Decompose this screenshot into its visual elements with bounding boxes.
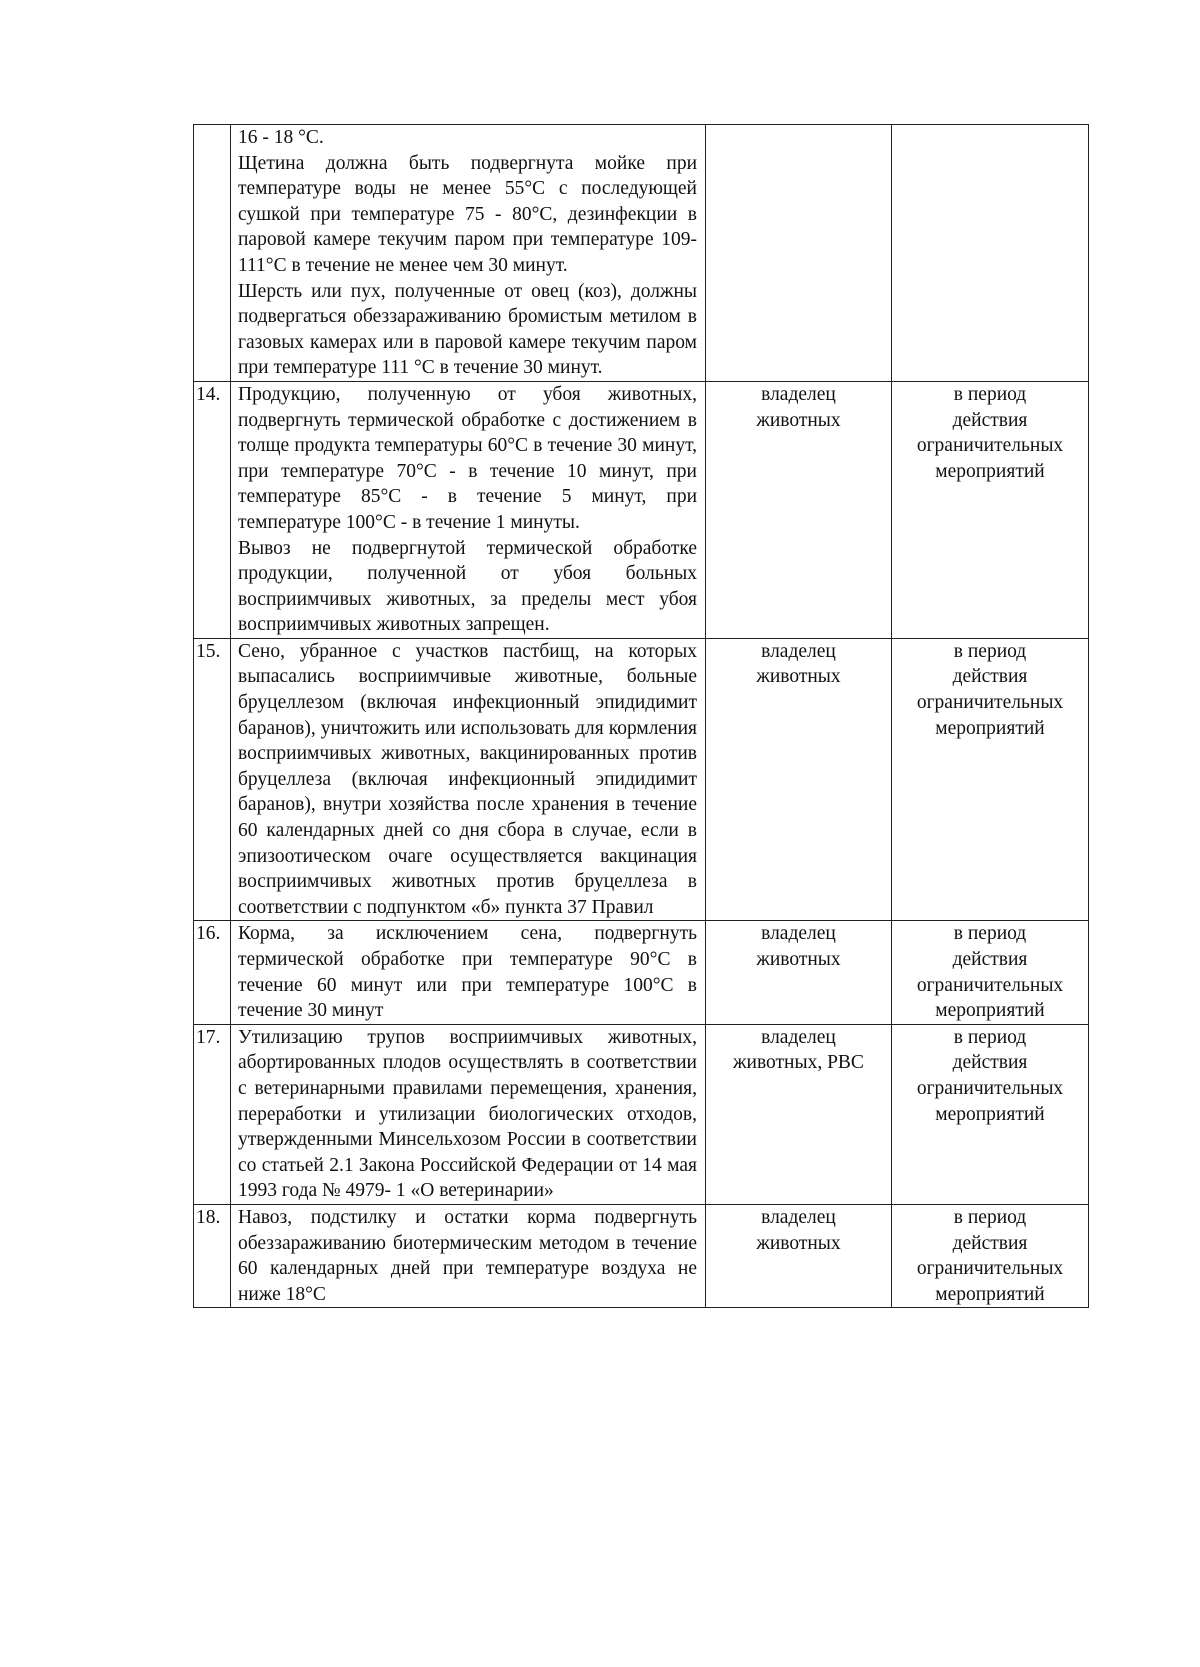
period-line: действия xyxy=(952,1052,1028,1074)
row-number: 18. xyxy=(194,1204,231,1307)
description-paragraph: 16 - 18 °С. xyxy=(238,127,324,148)
execution-period xyxy=(892,125,1089,382)
description-paragraph: Корма, за исключением сена, подвергнуть термической обработке при температуре 90°С в течение 60 минут или при температуре 100°С в течение 30 минут xyxy=(238,923,697,1022)
period-line: мероприятий xyxy=(935,460,1045,482)
responsible-line: животных xyxy=(756,1232,841,1254)
row-number: 14. xyxy=(194,381,231,638)
period-line: мероприятий xyxy=(935,1000,1045,1022)
period-line: действия xyxy=(952,666,1028,688)
responsible-party xyxy=(706,1024,892,1204)
table-body xyxy=(194,125,1089,1308)
description-paragraph: Сено, убранное с участков пастбищ, на которых выпасались восприимчивые животные, больные бруцеллезом (включая инфекционный эпидидимит баранов), уничтожить или использовать для кормления восприимчивых животных, вакцинированных против бруцеллеза (включая инфекционный эпидидимит баранов), внутри хозяйства после хранения в течение 60 календарных дней со дня сбора в случае, если в эпизоотическом очаге осуществляется вакцинация восприимчивых животных против бруцеллеза в соответствии с подпунктом «б» пункта 37 Правил xyxy=(238,640,697,918)
table-row xyxy=(194,1024,1089,1204)
description-paragraph: Шерсть или пух, полученные от овец (коз), должны подвергаться обеззараживанию бромистым метилом в газовых камерах или в паровой камере текучим паром при температуре 111 °С в течение 30 минут. xyxy=(238,280,697,379)
measure-description xyxy=(231,125,706,382)
responsible-party xyxy=(706,381,892,638)
execution-period xyxy=(892,1024,1089,1204)
execution-period xyxy=(892,638,1089,921)
period-line: в период xyxy=(953,640,1027,662)
measure-description xyxy=(231,381,706,638)
description-paragraph: Утилизацию трупов восприимчивых животных, абортированных плодов осуществлять в соответствии с ветеринарными правилами перемещения, хранения, переработки и утилизации биологических отходов, утвержденными Минсельхозом России в соответствии со статьей 2.1 Закона Российской Федерации от 14 мая 1993 года № 4979- 1 «О ветеринарии» xyxy=(238,1026,697,1202)
period-line: ограничительных xyxy=(916,1258,1064,1280)
period-line: в период xyxy=(953,1026,1027,1048)
period-line: мероприятий xyxy=(935,1103,1045,1125)
measure-description xyxy=(231,1204,706,1307)
responsible-line: животных xyxy=(756,949,841,970)
responsible-line: животных xyxy=(756,666,841,688)
period-line: в период xyxy=(953,383,1027,405)
responsible-line: владелец xyxy=(761,1206,836,1228)
table-row xyxy=(194,125,1089,382)
execution-period xyxy=(892,381,1089,638)
period-line: ограничительных xyxy=(916,1077,1064,1099)
period-line: мероприятий xyxy=(935,1283,1045,1305)
period-line: в период xyxy=(953,923,1027,945)
measures-table xyxy=(193,124,1089,1308)
description-paragraph: Навоз, подстилку и остатки корма подвергнуть обеззараживанию биотермическим методом в течение 60 календарных дней при температуре воздуха не ниже 18°С xyxy=(238,1206,697,1305)
period-line: ограничительных xyxy=(916,435,1064,457)
row-number: 15. xyxy=(194,638,231,921)
period-line: ограничительных xyxy=(916,692,1064,714)
execution-period xyxy=(892,921,1089,1024)
period-line: действия xyxy=(952,1232,1028,1254)
period-line: в период xyxy=(953,1206,1027,1228)
row-number xyxy=(194,125,231,382)
responsible-line: животных xyxy=(756,409,841,431)
responsible-line: животных, РВС xyxy=(733,1052,864,1074)
description-paragraph: Продукцию, полученную от убоя животных, подвергнуть термической обработке с достижением в толще продукта температуры 60°С в течение 30 минут, при температуре 70°С - в течение 10 минут, при температуре 85°С - в течение 5 минут, при температуре 100°С - в течение 1 минуты. xyxy=(238,383,697,533)
description-paragraph: Щетина должна быть подвергнута мойке при температуре воды не менее 55°С с последующей сушкой при температуре 75 - 80°С, дезинфекции в паровой камере текучим паром при температуре 109-111°С в течение не менее чем 30 минут. xyxy=(238,152,697,276)
row-number: 16. xyxy=(194,921,231,1024)
execution-period xyxy=(892,1204,1089,1307)
table-row xyxy=(194,381,1089,638)
period-line: действия xyxy=(952,949,1028,970)
responsible-line: владелец xyxy=(761,923,836,945)
measure-description xyxy=(231,1024,706,1204)
table-row xyxy=(194,638,1089,921)
responsible-line: владелец xyxy=(761,1026,836,1048)
table-row xyxy=(194,1204,1089,1307)
description-paragraph: Вывоз не подвергнутой термической обработке продукции, полученной от убоя больных восприимчивых животных, за пределы мест убоя восприимчивых животных запрещен. xyxy=(238,537,697,636)
responsible-line: владелец xyxy=(761,640,836,662)
table-row xyxy=(194,921,1089,1024)
responsible-party xyxy=(706,125,892,382)
row-number: 17. xyxy=(194,1024,231,1204)
responsible-party xyxy=(706,921,892,1024)
period-line: ограничительных xyxy=(916,974,1064,996)
responsible-party xyxy=(706,638,892,921)
responsible-party xyxy=(706,1204,892,1307)
period-line: мероприятий xyxy=(935,717,1045,739)
measure-description xyxy=(231,921,706,1024)
responsible-line: владелец xyxy=(761,383,836,405)
measure-description xyxy=(231,638,706,921)
period-line: действия xyxy=(952,409,1028,431)
